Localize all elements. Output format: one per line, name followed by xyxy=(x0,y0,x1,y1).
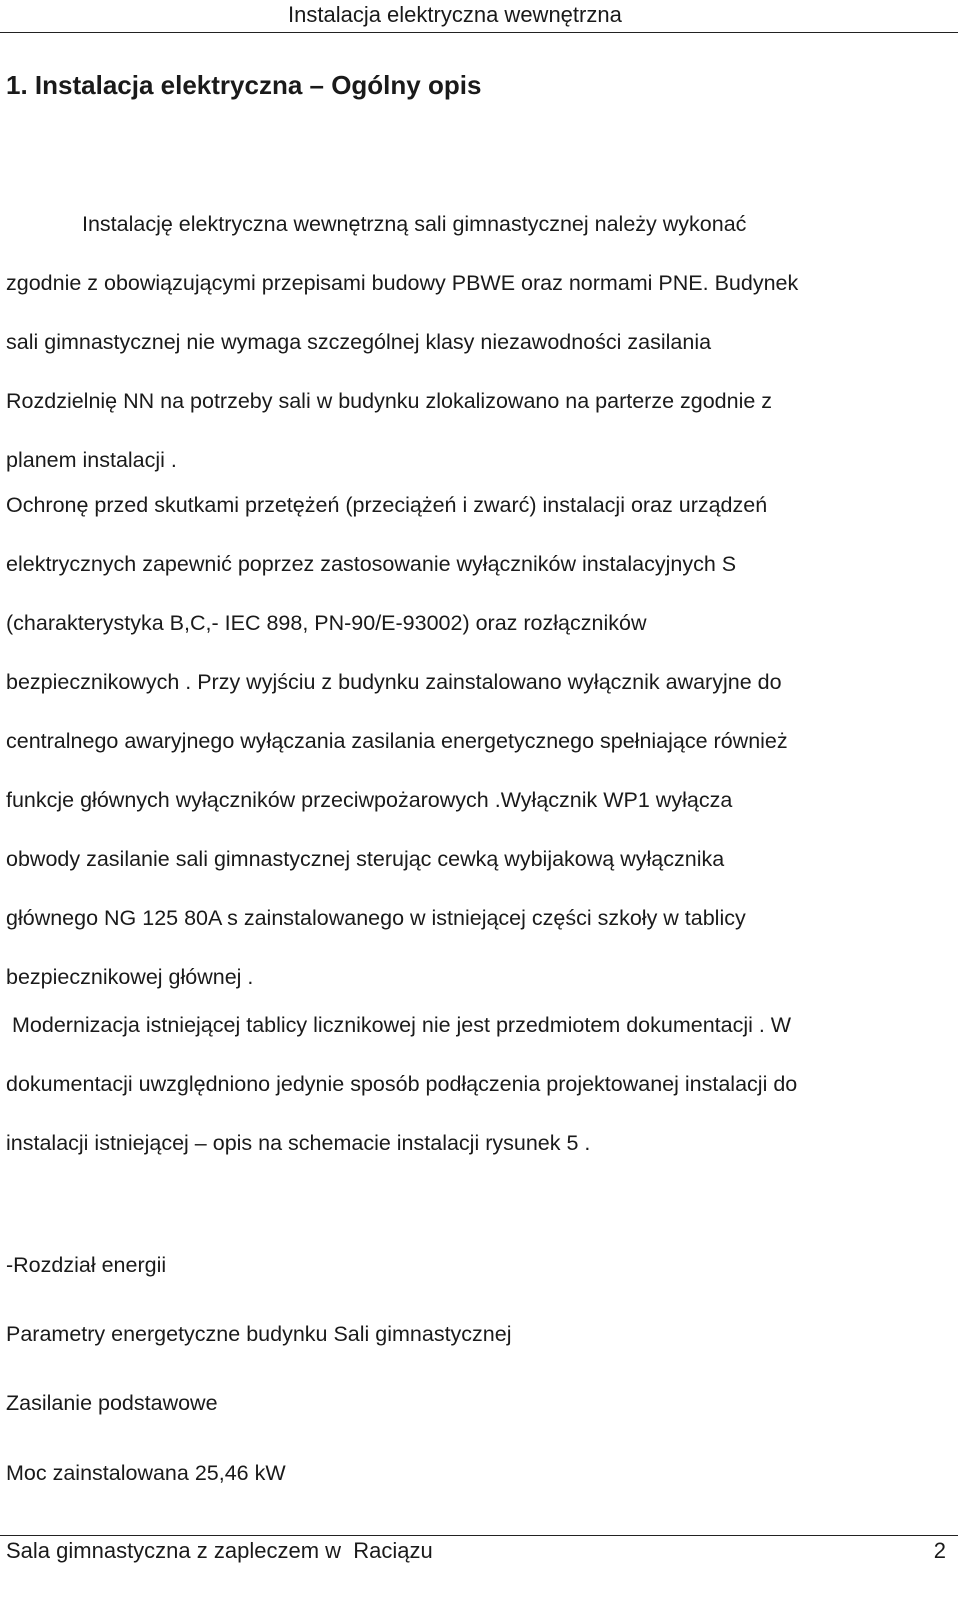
paragraph-line: dokumentacji uwzględniono jedynie sposób podłączenia projektowanej instalacji do xyxy=(6,1072,798,1096)
footer-divider xyxy=(0,1535,958,1536)
paragraph-line: (charakterystyka B,C,- IEC 898, PN-90/E-93002) oraz rozłączników xyxy=(6,611,647,635)
paragraph-line: bezpiecznikowej głównej . xyxy=(6,965,254,989)
paragraph-line: Ochronę przed skutkami przetężeń (przeciążeń i zwarć) instalacji oraz urządzeń xyxy=(6,493,768,517)
paragraph-line: sali gimnastycznej nie wymaga szczególnej klasy niezawodności zasilania xyxy=(6,330,712,354)
installed-power: Moc zainstalowana 25,46 kW xyxy=(6,1461,286,1485)
paragraph-line: planem instalacji . xyxy=(6,448,177,472)
footer-text: Sala gimnastyczna z zapleczem w Raciązu xyxy=(6,1538,433,1563)
paragraph-line: funkcje głównych wyłączników przeciwpożarowych .Wyłącznik WP1 wyłącza xyxy=(6,788,733,812)
paragraph-protection xyxy=(6,476,954,1007)
paragraph-line: głównego NG 125 80A s zainstalowanego w istniejącej części szkoły w tablicy xyxy=(6,906,746,930)
paragraph-line: instalacji istniejącej – opis na schemacie instalacji rysunek 5 . xyxy=(6,1131,591,1155)
paragraph-line: zgodnie z obowiązującymi przepisami budowy PBWE oraz normami PNE. Budynek xyxy=(6,271,799,295)
paragraph-modernization xyxy=(6,996,954,1173)
parameters-title: Parametry energetyczne budynku Sali gimnastycznej xyxy=(6,1322,512,1346)
paragraph-line: obwody zasilanie sali gimnastycznej sterując cewką wybijakową wyłącznika xyxy=(6,847,725,871)
paragraph-line: centralnego awaryjnego wyłączania zasilania energetycznego spełniające również xyxy=(6,729,788,753)
header-divider xyxy=(0,32,958,33)
paragraph-line: Rozdzielnię NN na potrzeby sali w budynku zlokalizowano na parterze zgodnie z xyxy=(6,389,773,413)
paragraph-intro xyxy=(6,195,954,490)
section-heading: 1. Instalacja elektryczna – Ogólny opis xyxy=(6,70,482,100)
page-number: 2 xyxy=(933,1538,946,1563)
paragraph-line: elektrycznych zapewnić poprzez zastosowanie wyłączników instalacyjnych S xyxy=(6,552,737,576)
subheading-energy-distribution: -Rozdział energii xyxy=(6,1253,167,1277)
header-title: Instalacja elektryczna wewnętrzna xyxy=(288,2,622,27)
paragraph-line: Instalację elektryczna wewnętrzną sali gimnastycznej należy wykonać xyxy=(82,212,747,236)
paragraph-line: bezpiecznikowych . Przy wyjściu z budynku zainstalowano wyłącznik awaryjne do xyxy=(6,670,782,694)
supply-label: Zasilanie podstawowe xyxy=(6,1391,218,1415)
paragraph-line: Modernizacja istniejącej tablicy licznikowej nie jest przedmiotem dokumentacji . W xyxy=(12,1013,792,1037)
